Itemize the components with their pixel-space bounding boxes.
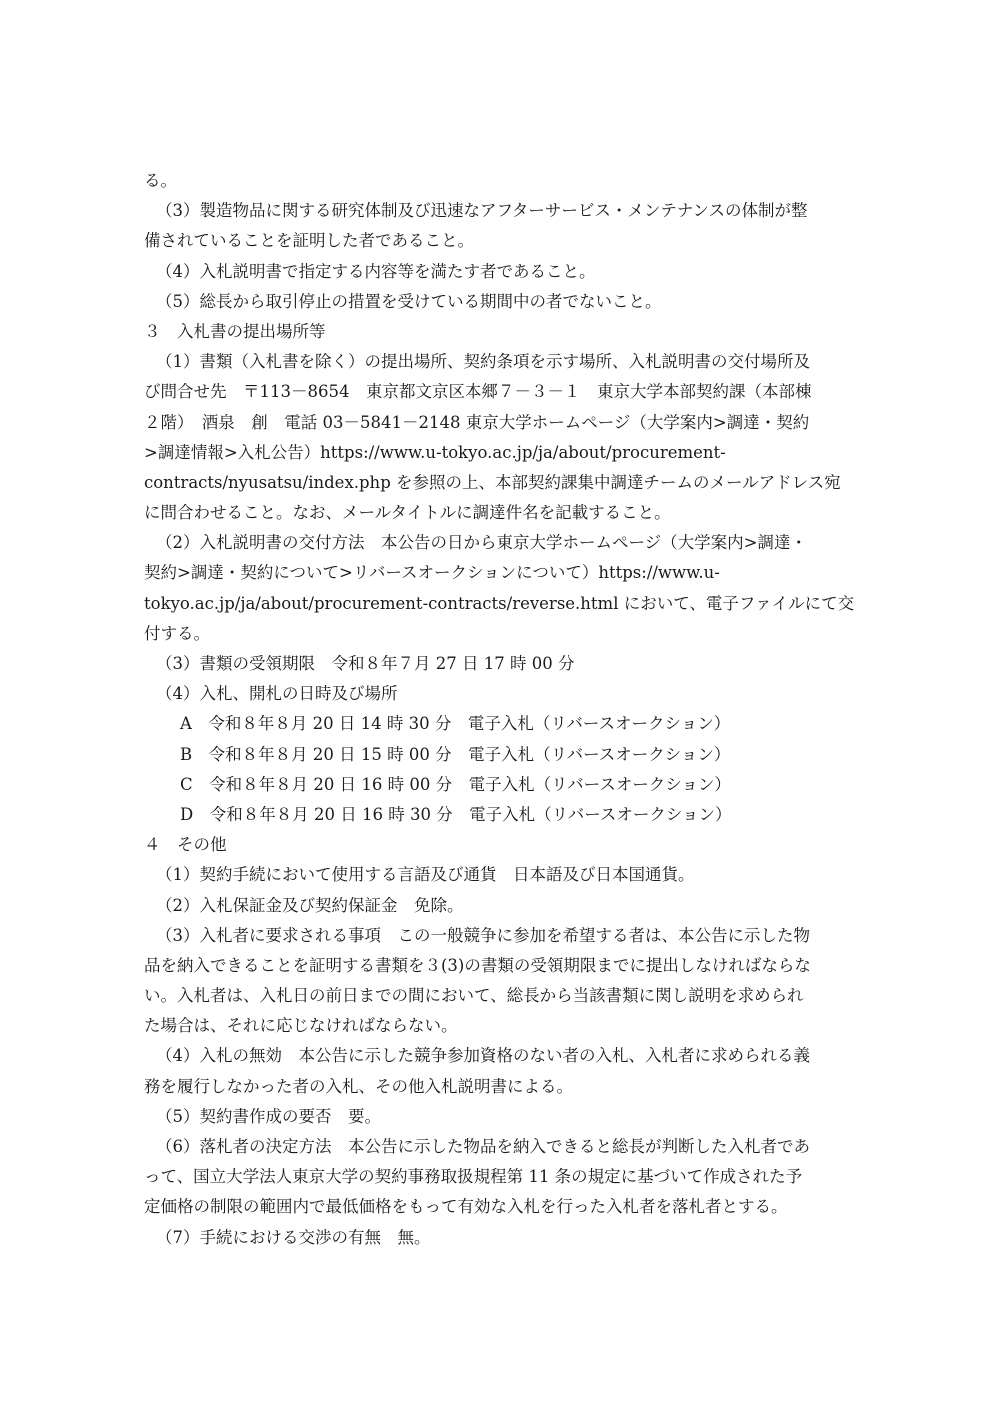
text-line: （3）書類の受領期限 令和８年７月 27 日 17 時 00 分 [156,654,575,673]
document-body [140,166,865,1253]
text-line: D 令和８年８月 20 日 16 時 30 分 電子入札（リバースオークション） [180,804,732,824]
text-line: って、国立大学法人東京大学の契約事務取扱規程第 11 条の規定に基づいて作成された予 [144,1167,803,1187]
text-line: ２階） 酒泉 創 電話 03－5841－2148 東京大学ホームページ（大学案内>調達・契約 [144,412,810,432]
text-line: （2）入札保証金及び契約保証金 免除。 [156,895,464,915]
text-line: （5）契約書作成の要否 要。 [156,1106,381,1126]
text-line: （1）契約手続において使用する言語及び通貨 日本語及び日本国通貨。 [156,865,695,885]
text-line: ３ 入札書の提出場所等 [144,321,326,341]
text-line: 契約>調達・契約について>リバースオークションについて）https://www.u- [144,563,720,583]
text-line: C 令和８年８月 20 日 16 時 00 分 電子入札（リバースオークション） [180,774,731,794]
text-line: た場合は、それに応じなければならない。 [144,1016,458,1036]
text-line: （5）総長から取引停止の措置を受けている期間中の者でないこと。 [156,291,662,311]
text-line: （4）入札、開札の日時及び場所 [156,684,398,704]
text-line: （4）入札の無効 本公告に示した競争参加資格のない者の入札、入札者に求められる義 [156,1046,810,1066]
text-line: contracts/nyusatsu/index.php を参照の上、本部契約課集中調達チームのメールアドレス宛 [144,472,841,492]
text-line: 務を履行しなかった者の入札、その他入札説明書による。 [144,1076,573,1096]
text-line: （3）製造物品に関する研究体制及び迅速なアフターサービス・メンテナンスの体制が整 [156,201,808,221]
text-line: 定価格の制限の範囲内で最低価格をもって有効な入札を行った入札者を落札者とする。 [144,1197,788,1217]
text-line: い。入札者は、入札日の前日までの間において、総長から当該書類に関し説明を求められ [144,986,804,1006]
text-line: に問合わせること。なお、メールタイトルに調達件名を記載すること。 [144,503,671,523]
text-line: B 令和８年８月 20 日 15 時 00 分 電子入札（リバースオークション） [180,744,731,764]
text-line: （3）入札者に要求される事項 この一般競争に参加を希望する者は、本公告に示した物 [156,925,810,945]
text-line: ４ その他 [144,835,227,855]
text-line: >調達情報>入札公告）https://www.u-tokyo.ac.jp/ja/about/procurement- [144,442,726,462]
text-line: る。 [144,171,177,190]
text-line: び問合せ先 〒113－8654 東京都文京区本郷７－３－１ 東京大学本部契約課（本部棟 [144,382,812,402]
text-line: （4）入札説明書で指定する内容等を満たす者であること。 [156,261,596,281]
text-line: （2）入札説明書の交付方法 本公告の日から東京大学ホームページ（大学案内>調達・ [156,533,807,553]
text-line: （1）書類（入札書を除く）の提出場所、契約条項を示す場所、入札説明書の交付場所及 [156,352,810,372]
text-line: 品を納入できることを証明する書類を３(3)の書類の受領期限までに提出しなければならな [144,955,811,975]
text-line: tokyo.ac.jp/ja/about/procurement-contracts/reverse.html において、電子ファイルにて交 [144,593,855,613]
text-line: 付する。 [144,623,210,643]
text-line: （6）落札者の決定方法 本公告に示した物品を納入できると総長が判断した入札者であ [156,1137,810,1156]
text-line: （7）手続における交渉の有無 無。 [156,1227,431,1247]
text-line: A 令和８年８月 20 日 14 時 30 分 電子入札（リバースオークション） [180,714,731,734]
text-line: 備されていることを証明した者であること。 [144,231,474,251]
